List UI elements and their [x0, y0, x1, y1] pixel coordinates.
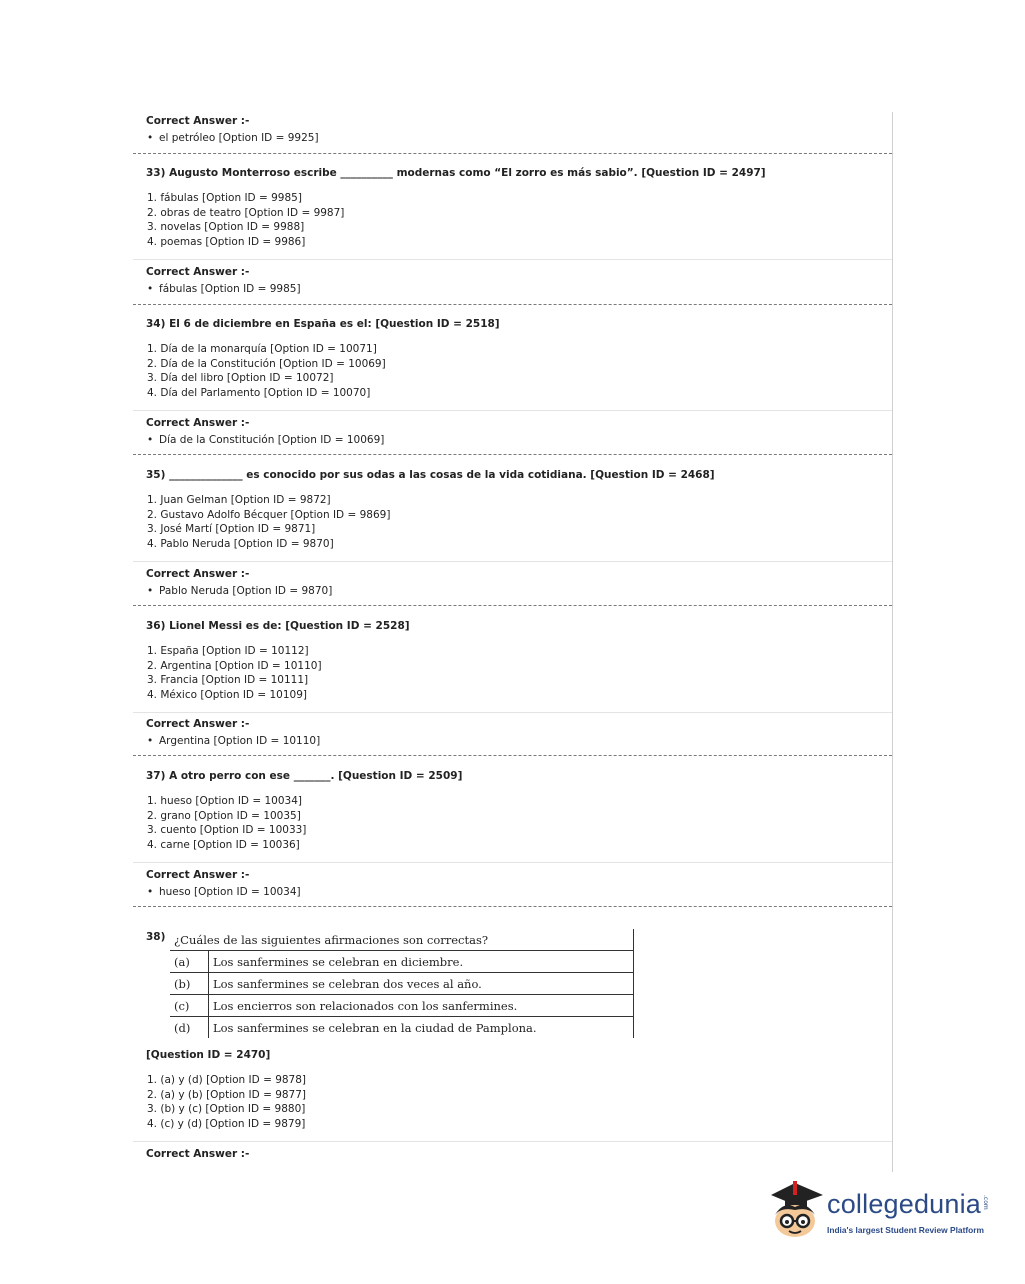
- question-36-options: [147, 644, 322, 703]
- question-38-number: 38): [146, 931, 166, 943]
- option-item: 4. carne [Option ID = 10036]: [147, 839, 300, 852]
- question-separator: [133, 454, 892, 455]
- correct-answer-label: Correct Answer :-: [146, 869, 250, 881]
- option-item: 1. España [Option ID = 10112]: [147, 645, 309, 657]
- option-item: 4. México [Option ID = 10109]: [147, 689, 307, 702]
- option-item: 1. (a) y (d) [Option ID = 9878]: [147, 1074, 307, 1086]
- statement-text: Los sanfermines se celebran dos veces al año.: [209, 973, 634, 995]
- statement-key: (c): [170, 995, 209, 1017]
- collegedunia-logo: [765, 1177, 995, 1247]
- table-heading-row: [170, 929, 634, 951]
- option-item: 4. Día del Parlamento [Option ID = 10070]: [147, 387, 371, 400]
- option-item: 4. poemas [Option ID = 9986]: [147, 236, 306, 249]
- brand-tagline: India's largest Student Review Platform: [827, 1225, 984, 1235]
- table-row: [170, 973, 634, 995]
- option-item: 2. Gustavo Adolfo Bécquer [Option ID = 9869]: [147, 508, 391, 521]
- question-separator: [133, 304, 892, 305]
- option-item: 3. Francia [Option ID = 10111]: [147, 674, 309, 687]
- question-37-options: [147, 794, 306, 853]
- table-row: [170, 951, 634, 973]
- question-37-text: 37) A otro perro con ese _______. [Question ID = 2509]: [146, 770, 463, 782]
- option-item: 3. novelas [Option ID = 9988]: [147, 221, 305, 234]
- option-item: 4. Pablo Neruda [Option ID = 9870]: [147, 538, 334, 551]
- option-item: 2. (a) y (b) [Option ID = 9877]: [147, 1088, 307, 1101]
- option-item: 1. Juan Gelman [Option ID = 9872]: [147, 494, 331, 506]
- option-item: 2. obras de teatro [Option ID = 9987]: [147, 206, 345, 219]
- question-35-text: 35) ______________ es conocido por sus odas a las cosas de la vida cotidiana. [Question ID = 2468]: [146, 469, 715, 481]
- table-heading: ¿Cuáles de las siguientes afirmaciones son correctas?: [170, 929, 634, 951]
- statements-table: [170, 929, 634, 1038]
- question-separator: [133, 906, 892, 907]
- correct-answer-label: Correct Answer :-: [146, 115, 250, 127]
- question-33-options: [147, 191, 344, 250]
- answer-key-page: [133, 112, 893, 1172]
- question-35-options: [147, 493, 390, 552]
- option-item: 1. fábulas [Option ID = 9985]: [147, 192, 302, 204]
- correct-answer-label: Correct Answer :-: [146, 718, 250, 730]
- divider: [133, 862, 892, 863]
- correct-answer-label: Correct Answer :-: [146, 1148, 250, 1160]
- statement-key: (d): [170, 1017, 209, 1039]
- correct-answer-label: Correct Answer :-: [146, 568, 250, 580]
- correct-answer-value: • el petróleo [Option ID = 9925]: [147, 132, 319, 144]
- option-item: 4. (c) y (d) [Option ID = 9879]: [147, 1118, 306, 1131]
- divider: [133, 1141, 892, 1142]
- divider: [133, 712, 892, 713]
- option-item: 2. grano [Option ID = 10035]: [147, 809, 301, 822]
- statement-text: Los sanfermines se celebran en la ciudad de Pamplona.: [209, 1017, 634, 1039]
- mascot-icon: [765, 1177, 825, 1247]
- table-row: [170, 995, 634, 1017]
- question-separator: [133, 153, 892, 154]
- option-item: 2. Día de la Constitución [Option ID = 10069]: [147, 357, 386, 370]
- question-separator: [133, 605, 892, 606]
- question-38-id: [Question ID = 2470]: [146, 1049, 271, 1061]
- divider: [133, 561, 892, 562]
- question-34-options: [147, 342, 386, 401]
- divider: [133, 410, 892, 411]
- option-item: 3. José Martí [Option ID = 9871]: [147, 523, 316, 536]
- table-row: [170, 1017, 634, 1039]
- option-item: 1. Día de la monarquía [Option ID = 10071]: [147, 343, 377, 355]
- question-33-text: 33) Augusto Monterroso escribe __________ modernas como “El zorro es más sabio”. [Question ID = 2497]: [146, 167, 766, 179]
- correct-answer-label: Correct Answer :-: [146, 417, 250, 429]
- brand-domain: .com: [982, 1195, 989, 1210]
- option-item: 1. hueso [Option ID = 10034]: [147, 795, 302, 807]
- correct-answer-value: • Pablo Neruda [Option ID = 9870]: [147, 585, 333, 597]
- option-item: 2. Argentina [Option ID = 10110]: [147, 659, 322, 672]
- correct-answer-value: • Argentina [Option ID = 10110]: [147, 735, 321, 747]
- brand-name: collegedunia: [827, 1189, 982, 1219]
- option-item: 3. cuento [Option ID = 10033]: [147, 824, 307, 837]
- correct-answer-value: • hueso [Option ID = 10034]: [147, 886, 301, 898]
- statement-text: Los encierros son relacionados con los sanfermines.: [209, 995, 634, 1017]
- statement-text: Los sanfermines se celebran en diciembre.: [209, 951, 634, 973]
- divider: [133, 259, 892, 260]
- statement-key: (a): [170, 951, 209, 973]
- option-item: 3. (b) y (c) [Option ID = 9880]: [147, 1103, 306, 1116]
- question-38-options: [147, 1073, 306, 1132]
- correct-answer-value: • Día de la Constitución [Option ID = 10069]: [147, 434, 385, 446]
- correct-answer-label: Correct Answer :-: [146, 266, 250, 278]
- question-34-text: 34) El 6 de diciembre en España es el: [Question ID = 2518]: [146, 318, 500, 330]
- question-36-text: 36) Lionel Messi es de: [Question ID = 2528]: [146, 620, 410, 632]
- correct-answer-value: • fábulas [Option ID = 9985]: [147, 283, 301, 295]
- statement-key: (b): [170, 973, 209, 995]
- option-item: 3. Día del libro [Option ID = 10072]: [147, 372, 334, 385]
- question-separator: [133, 755, 892, 756]
